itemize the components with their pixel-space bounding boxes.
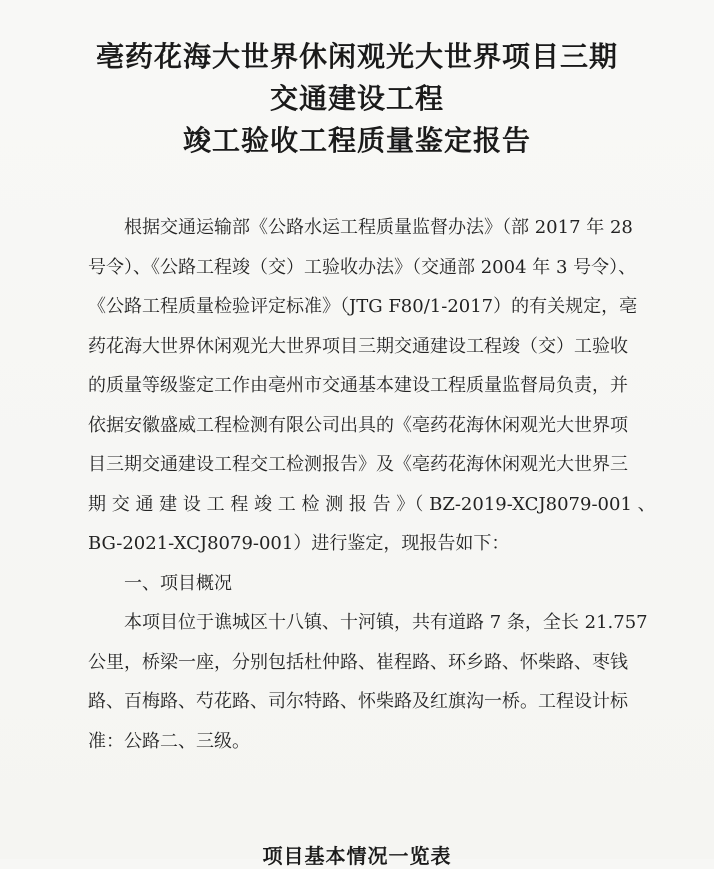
intro-line-6: 依据安徽盛威工程检测有限公司出具的《亳药花海休闲观光大世界项 bbox=[88, 414, 628, 436]
section-heading-project-overview: 一、项目概况 bbox=[124, 572, 232, 594]
intro-line-3: 《公路工程质量检验评定标准》（JTG F80/1-2017）的有关规定，亳 bbox=[88, 296, 638, 317]
project-overview-paragraph bbox=[88, 603, 648, 761]
overview-line-3: 路、百梅路、芍花路、司尔特路、怀柴路及红旗沟一桥。工程设计标 bbox=[88, 691, 628, 712]
intro-line-1: 根据交通运输部《公路水运工程质量监督办法》（部 2017 年 28 bbox=[124, 217, 633, 238]
overview-line-4: 准：公路二、三级。 bbox=[88, 730, 250, 752]
intro-line-7: 目三期交通建设工程交工检测报告》及《亳药花海休闲观光大世界三 bbox=[88, 454, 628, 475]
title-line-1: 亳药花海大世界休闲观光大世界项目三期 bbox=[95, 40, 618, 73]
table-title: 项目基本情况一览表 bbox=[262, 844, 452, 868]
overview-line-2: 公里，桥梁一座，分别包括杜仲路、崔程路、环乡路、怀柴路、枣钱 bbox=[88, 651, 628, 673]
title-line-2: 交通建设工程 bbox=[269, 82, 444, 115]
overview-line-1: 本项目位于谯城区十八镇、十河镇，共有道路 7 条，全长 21.757 bbox=[124, 612, 648, 633]
report-title bbox=[0, 36, 714, 162]
intro-line-5: 的质量等级鉴定工作由亳州市交通基本建设工程质量监督局负责，并 bbox=[88, 375, 628, 396]
intro-line-4: 药花海大世界休闲观光大世界项目三期交通建设工程竣（交）工验收 bbox=[88, 335, 628, 357]
intro-line-8: 期 交 通 建 设 工 程 竣 工 检 测 报 告 》（ BZ-2019-XCJ8079-001 、 bbox=[88, 493, 656, 515]
intro-line-2: 号令）、《公路工程竣（交）工验收办法》（交通部 2004 年 3 号令）、 bbox=[88, 256, 637, 278]
title-line-3: 竣工验收工程质量鉴定报告 bbox=[182, 124, 531, 157]
intro-line-9: BG-2021-XCJ8079-001）进行鉴定，现报告如下： bbox=[88, 533, 510, 554]
intro-paragraph bbox=[88, 208, 656, 564]
report-body bbox=[88, 208, 656, 761]
